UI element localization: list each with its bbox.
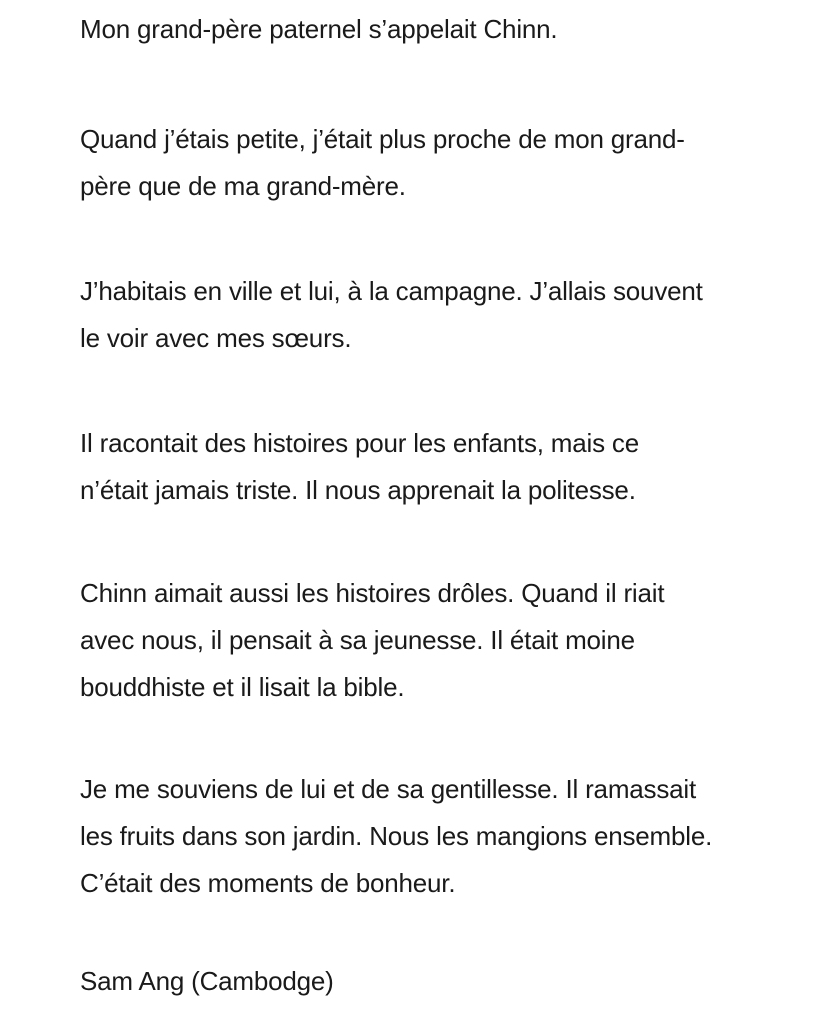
paragraph-line: Mon grand-père paternel s’appelait Chinn. [80,14,558,44]
paragraph-line: C’était des moments de bonheur. [80,868,456,898]
paragraph-line: Il racontait des histoires pour les enfants, mais ce [80,428,639,458]
paragraph-line: Chinn aimait aussi les histoires drôles. Quand il riait [80,578,665,608]
paragraph-line: le voir avec mes sœurs. [80,323,352,353]
paragraph-line: bouddhiste et il lisait la bible. [80,672,405,702]
author-signature [80,958,820,1005]
paragraph-5 [80,570,820,711]
paragraph-line: n’était jamais triste. Il nous apprenait la politesse. [80,475,636,505]
paragraph-2 [80,116,820,210]
paragraph-4 [80,420,820,514]
paragraph-line: Quand j’étais petite, j’était plus proche de mon grand- [80,124,685,154]
paragraph-line: Je me souviens de lui et de sa gentillesse. Il ramassait [80,774,696,804]
paragraph-line: les fruits dans son jardin. Nous les mangions ensemble. [80,821,713,851]
paragraph-6 [80,766,820,907]
paragraph-line: J’habitais en ville et lui, à la campagne. J’allais souvent [80,276,703,306]
paragraph-1 [80,6,820,53]
paragraph-line: avec nous, il pensait à sa jeunesse. Il était moine [80,625,635,655]
paragraph-line: père que de ma grand-mère. [80,171,406,201]
signature-text: Sam Ang (Cambodge) [80,966,334,996]
paragraph-3 [80,268,820,362]
